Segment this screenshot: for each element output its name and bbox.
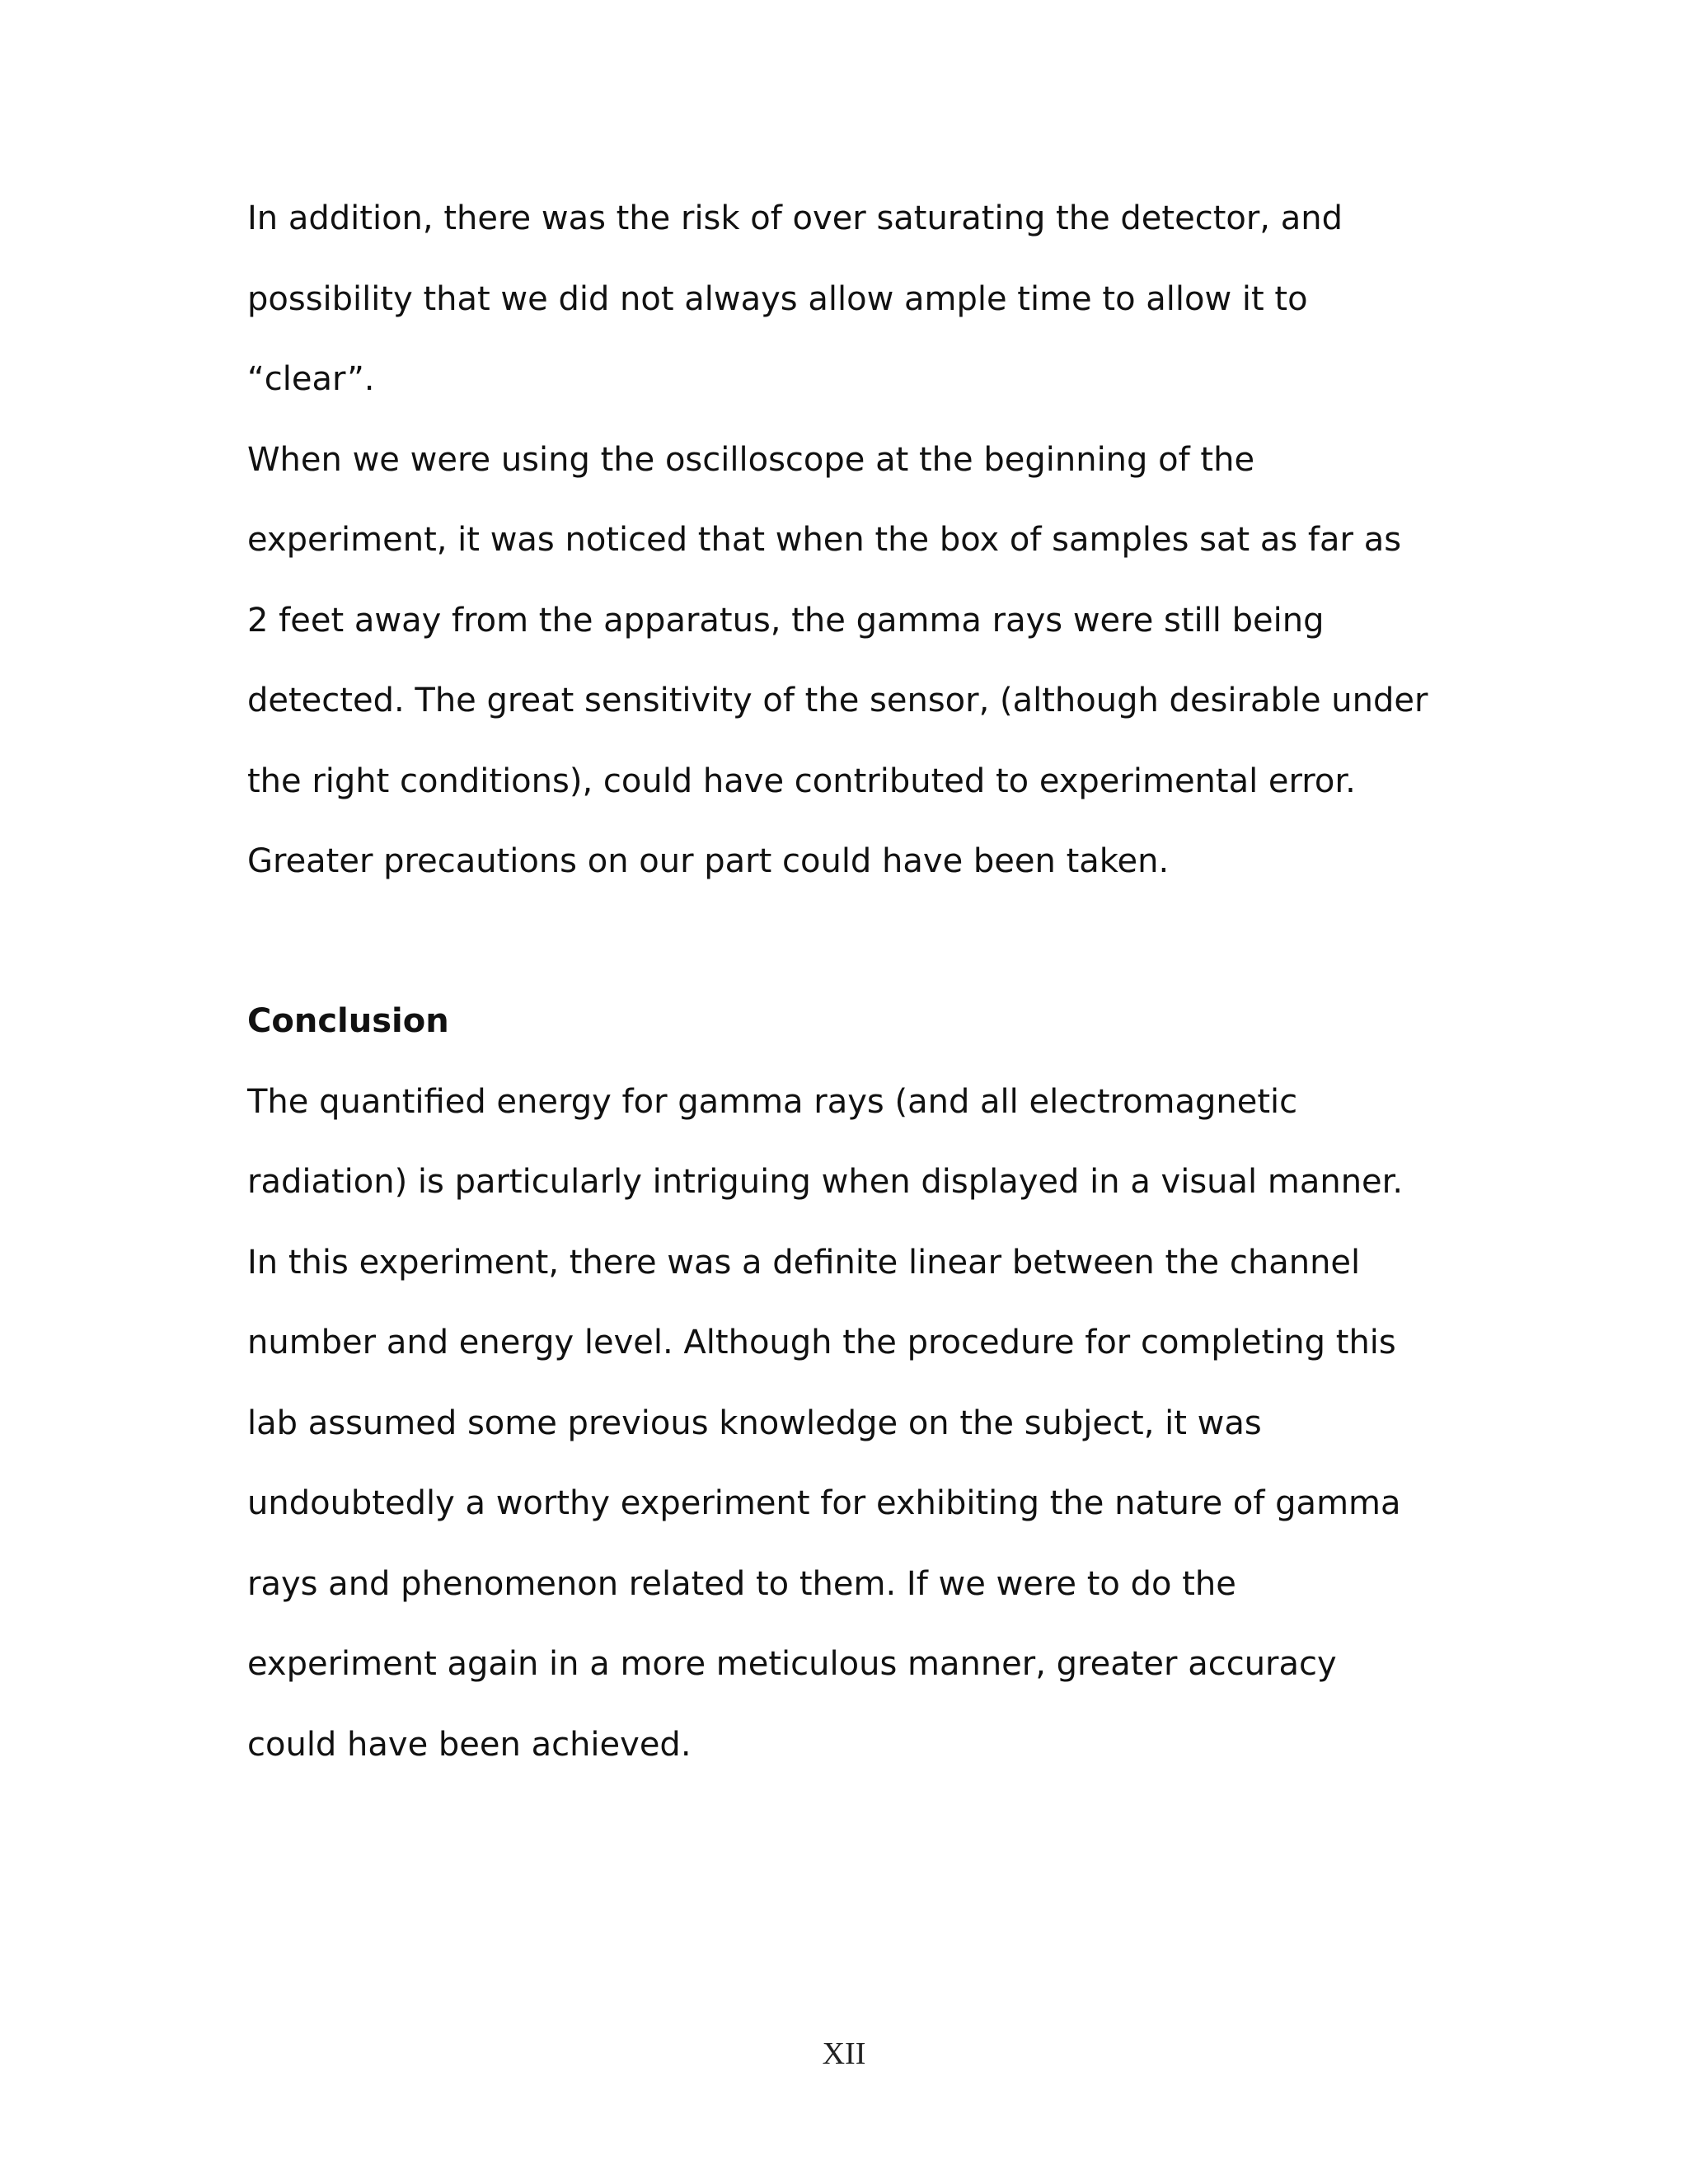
text-line: Greater precautions on our part could have been taken. — [247, 842, 1170, 880]
text-line: In this experiment, there was a definite linear between the channel — [247, 1243, 1361, 1282]
text-line: lab assumed some previous knowledge on the subject, it was — [247, 1404, 1262, 1442]
text-line: The quantified energy for gamma rays (and all electromagnetic — [247, 1082, 1298, 1121]
text-line: In addition, there was the risk of over saturating the detector, and — [247, 199, 1343, 237]
text-line: experiment again in a more meticulous manner, greater accuracy — [247, 1645, 1337, 1683]
text-line: 2 feet away from the apparatus, the gamma rays were still being — [247, 601, 1325, 640]
text-line: “clear”. — [247, 360, 375, 398]
text-line: When we were using the oscilloscope at the beginning of the — [247, 440, 1255, 479]
discussion-paragraph — [247, 179, 1451, 902]
text-line: the right conditions), could have contributed to experimental error. — [247, 762, 1356, 800]
conclusion-section — [247, 982, 1451, 1785]
text-line: radiation) is particularly intriguing when displayed in a visual manner. — [247, 1163, 1404, 1201]
text-line: could have been achieved. — [247, 1725, 692, 1764]
conclusion-heading: Conclusion — [247, 1002, 449, 1040]
text-line: undoubtedly a worthy experiment for exhibiting the nature of gamma — [247, 1484, 1401, 1522]
text-line: rays and phenomenon related to them. If we were to do the — [247, 1564, 1236, 1603]
text-line: detected. The great sensitivity of the sensor, (although desirable under — [247, 682, 1428, 719]
text-line: experiment, it was noticed that when the box of samples sat as far as — [247, 521, 1402, 559]
page-number: XII — [822, 2036, 866, 2071]
text-line: number and energy level. Although the procedure for completing this — [247, 1324, 1396, 1361]
text-line: possibility that we did not always allow ample time to allow it to — [247, 279, 1308, 318]
